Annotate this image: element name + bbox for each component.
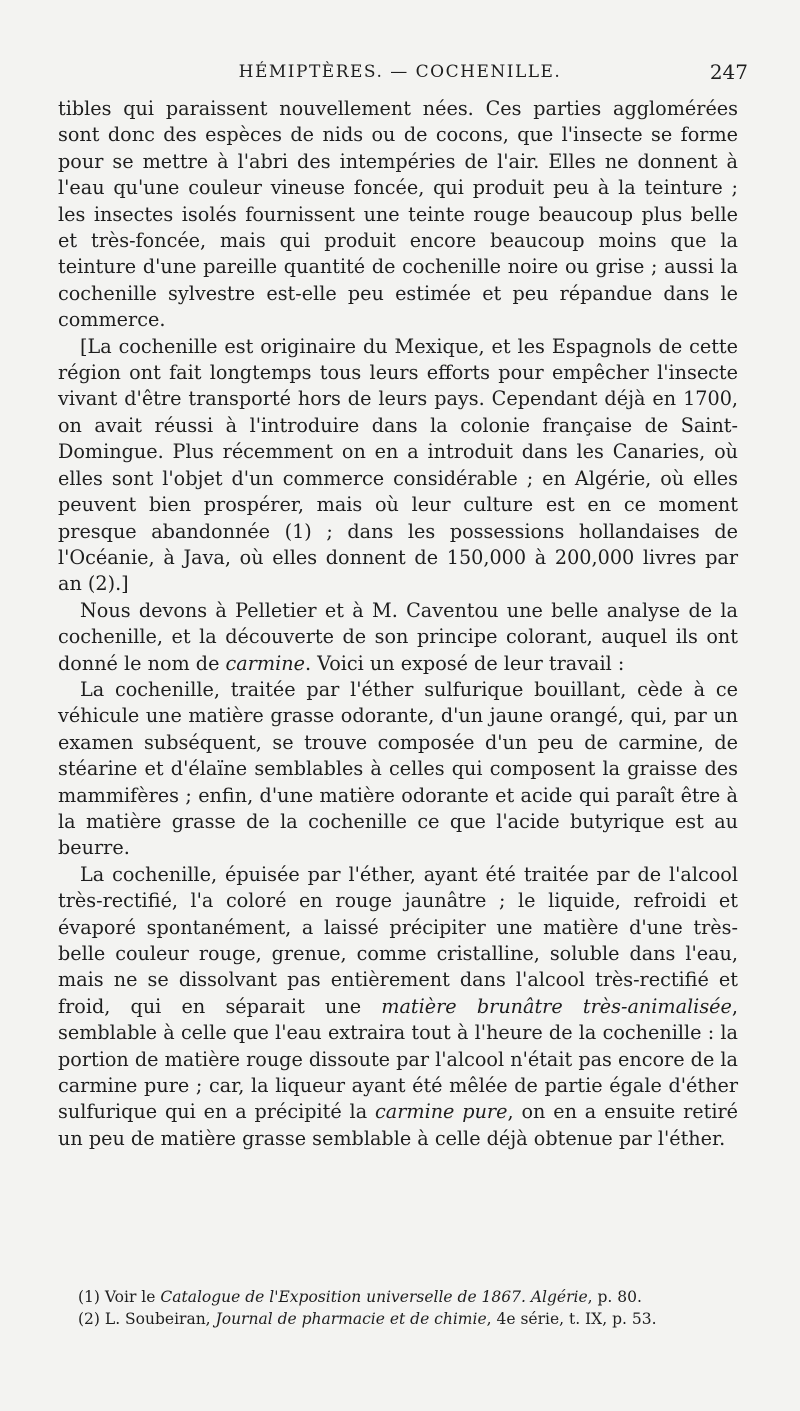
footnote-text: , p. 80. (587, 1288, 642, 1306)
text-run: , on en a ensuite retiré un peu de matière grasse semblable à celle déjà obtenue par l'éther. (58, 1100, 739, 1150)
running-title: HÉMIPTÈRES. — COCHENILLE. (238, 62, 562, 82)
text-run: , semblable à celle que l'eau extraira tout à l'heure de la cochenille : la portion de matière rouge dissoute par l'alcool n'était pas encore de la carmine pure ; car, la liqueur ayant été mêlée de partie égale d'éther sulfurique qui en a précipité la (58, 994, 738, 1124)
footnote-text: L. Soubeiran, (104, 1310, 216, 1328)
footnote-text: Voir le (104, 1288, 161, 1306)
footnote-2 (58, 1308, 738, 1330)
italic-term: matière brunâtre très-animalisée (381, 994, 732, 1018)
footnote-marker: (1) (78, 1288, 100, 1306)
paragraph-continuation: tibles qui paraissent nouvellement nées. Ces parties agglomérées sont donc des espèces de nids ou de cocons, que l'insecte se forme pour se mettre à l'abri des intempéries de l'air. Elles ne donnent à l'eau qu'une couleur vineuse foncée, qui produit peu à la teinture ; les insectes isolés fournissent une teinte rouge beaucoup plus belle et très-foncée, mais qui produit encore beaucoup moins que la teinture d'une pareille quantité de cochenille noire ou grise ; aussi la cochenille sylvestre est-elle peu estimée et peu répandue dans le commerce. (58, 97, 738, 332)
footnote-italic: Catalogue de l'Exposition universelle de 1867. Algérie (160, 1288, 588, 1306)
footnote-marker: (2) (78, 1310, 100, 1328)
text-run: . Voici un exposé de leur travail : (304, 651, 625, 675)
running-head (0, 56, 800, 86)
italic-term: carmine (225, 651, 305, 675)
paragraph-analysis-intro (58, 598, 738, 677)
footnote-italic: Journal de pharmacie et de chimie (215, 1310, 487, 1328)
footnote-1 (58, 1286, 738, 1308)
page-number: 247 (709, 60, 748, 84)
paragraph-ether-treatment: La cochenille, traitée par l'éther sulfurique bouillant, cède à ce véhicule une matière grasse odorante, d'un jaune orangé, qui, par un examen subséquent, se trouve composée d'un peu de carmine, de stéarine et d'élaïne semblables à celles qui composent la graisse des mammifères ; enfin, d'une matière odorante et acide qui paraît être à la matière grasse de la cochenille ce que l'acide butyrique est au beurre. (58, 677, 738, 860)
paragraph-alcohol-treatment (58, 862, 738, 1152)
footnote-text: , 4e série, t. IX, p. 53. (486, 1310, 657, 1328)
body-text (58, 96, 738, 1152)
text-run: La cochenille, épuisée par l'éther, ayant été traitée par de l'alcool très-rectifié, l'a coloré en rouge jaunâtre ; le liquide, refroidi et évaporé spontanément, a laissé précipiter une matière d'une très-belle couleur rouge, grenue, comme cristalline, soluble dans l'eau, mais ne se dissolvant pas entièrement dans l'alcool très-rectifié et froid, qui en séparait une (58, 862, 738, 1018)
text-run: Nous devons à Pelletier et à M. Caventou une belle analyse de la cochenille, et la découverte de son principe colorant, auquel ils ont donné le nom de (58, 598, 738, 675)
paragraph-origin: [La cochenille est originaire du Mexique, et les Espagnols de cette région ont fait longtemps tous leurs efforts pour empêcher l'insecte vivant d'être transporté hors de leurs pays. Cependant déjà en 1700, on avait réussi à l'introduire dans la colonie française de Saint-Domingue. Plus récemment on en a introduit dans les Canaries, où elles sont l'objet d'un commerce considérable ; en Algérie, où elles peuvent bien prospérer, mais où leur culture est en ce moment presque abandonnée (1) ; dans les possessions hollandaises de l'Océanie, à Java, où elles donnent de 150,000 à 200,000 livres par an (2).] (58, 334, 738, 596)
footnotes (58, 1286, 738, 1330)
italic-term: carmine pure (375, 1100, 508, 1124)
